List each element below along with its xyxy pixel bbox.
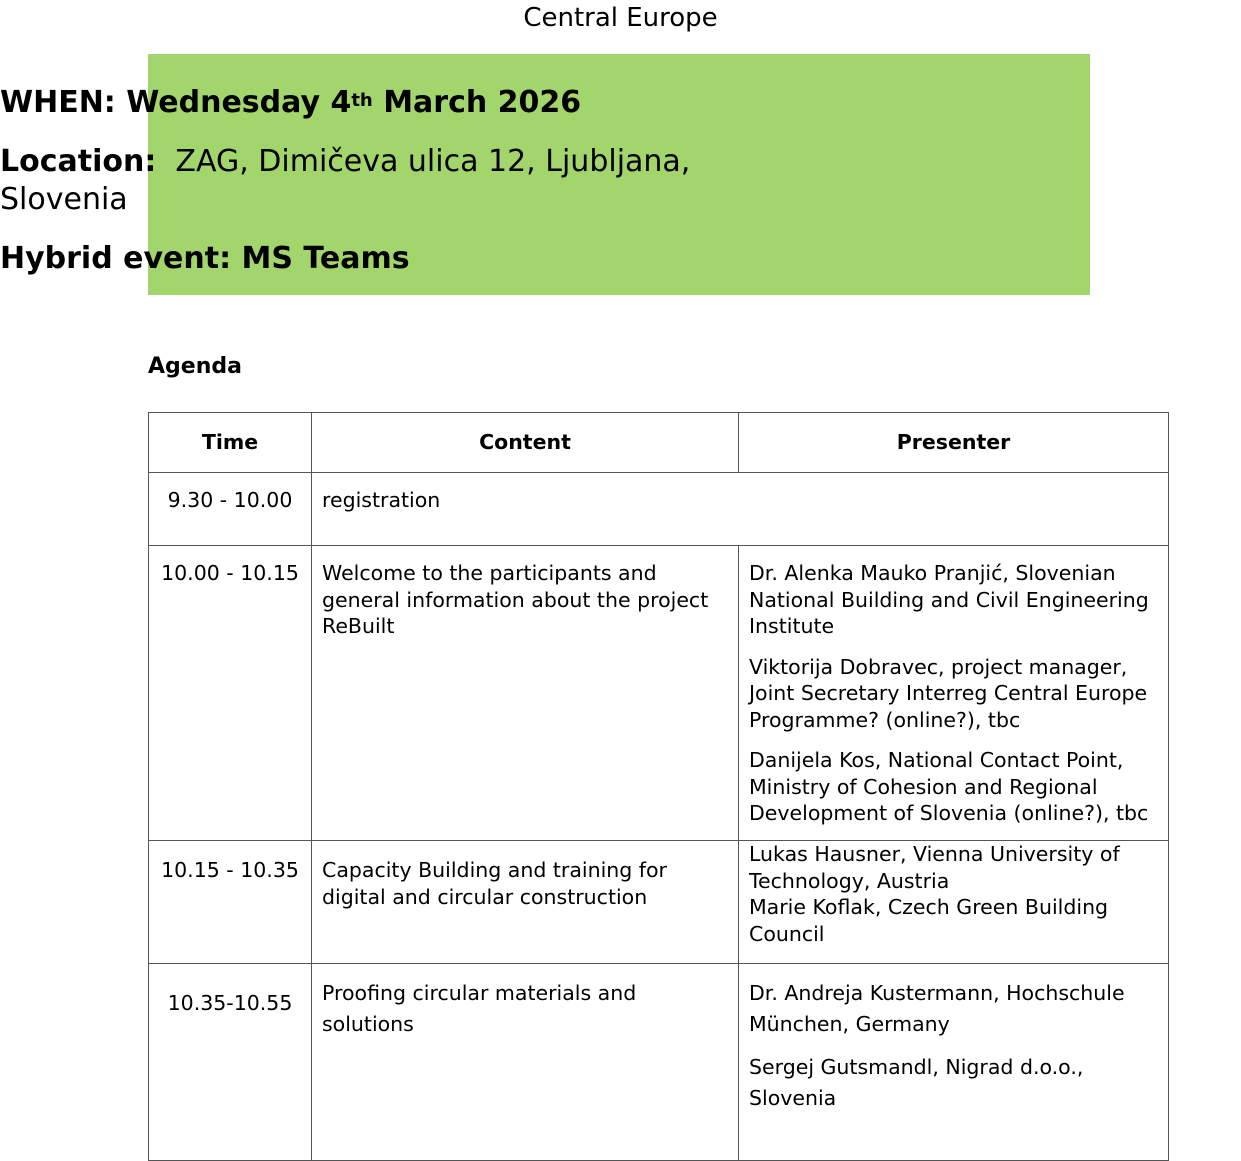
event-when-prefix: WHEN: Wednesday 4: [0, 85, 352, 120]
table-row: [149, 964, 1169, 1161]
content-line: general information about the project: [322, 587, 709, 612]
table-row: [149, 841, 1169, 964]
presenter-line: National Building and Civil Engineering: [749, 587, 1149, 612]
presenter-line: Viktorija Dobravec, project manager,: [749, 654, 1128, 679]
agenda-presenter: [739, 841, 1169, 964]
agenda-content: [312, 841, 739, 964]
agenda-content: registration: [312, 473, 1169, 546]
agenda-presenter: [739, 964, 1169, 1161]
column-header-content: Content: [312, 413, 739, 473]
presenter-line: Technology, Austria: [749, 868, 950, 893]
column-header-presenter: Presenter: [739, 413, 1169, 473]
presenter-line: Council: [749, 921, 825, 946]
agenda-table: [148, 412, 1169, 1161]
presenter-line: Danijela Kos, National Contact Point,: [749, 748, 1124, 772]
event-when-suffix: March 2026: [372, 85, 582, 120]
presenter-line: Lukas Hausner, Vienna University of: [749, 842, 1120, 866]
content-line: Capacity Building and training for: [322, 858, 667, 882]
presenter-line: Ministry of Cohesion and Regional: [749, 774, 1098, 799]
presenter-line: Sergej Gutsmandl, Nigrad d.o.o.,: [749, 1055, 1084, 1079]
event-when-sup: th: [351, 90, 373, 111]
presenter-line: Programme? (online?), tbc: [749, 707, 1021, 732]
content-line: digital and circular construction: [322, 884, 648, 909]
column-header-time: Time: [149, 413, 312, 473]
agenda-heading: Agenda: [148, 354, 242, 379]
agenda-time: 10.15 - 10.35: [149, 841, 312, 964]
presenter-entry: [749, 978, 1158, 1040]
presenter-entry: [749, 654, 1158, 734]
agenda-time: 10.35-10.55: [149, 964, 312, 1161]
presenter-line: Marie Koflak, Czech Green Building: [749, 895, 1109, 919]
presenter-entry: [749, 747, 1158, 827]
presenter-entry: [749, 560, 1158, 640]
event-when: [0, 84, 1241, 122]
location-line2: Slovenia: [0, 182, 128, 217]
agenda-content: [312, 964, 739, 1161]
presenter-line: Joint Secretary Interreg Central Europe: [749, 681, 1148, 705]
agenda-content: [312, 546, 739, 841]
presenter-line: Development of Slovenia (online?), tbc: [749, 801, 1149, 825]
agenda-presenter: [739, 546, 1169, 841]
event-hybrid: Hybrid event: MS Teams: [0, 241, 410, 276]
document-header-line: Central Europe: [523, 3, 718, 33]
content-line: Welcome to the participants and: [322, 561, 657, 585]
presenter-line: Dr. Andreja Kustermann, Hochschule: [749, 981, 1125, 1005]
agenda-time: 10.00 - 10.15: [149, 546, 312, 841]
presenter-line: Slovenia: [749, 1086, 837, 1110]
presenter-line: Institute: [749, 614, 835, 638]
event-location: [0, 143, 1241, 219]
presenter-entry: [749, 841, 1158, 947]
content-line: Proofing circular materials and: [322, 981, 637, 1005]
presenter-line: Dr. Alenka Mauko Pranjić, Slovenian: [749, 561, 1116, 585]
agenda-header-row: [149, 413, 1169, 473]
location-line1: ZAG, Dimičeva ulica 12, Ljubljana,: [175, 144, 691, 179]
table-row: [149, 473, 1169, 546]
agenda-time: 9.30 - 10.00: [149, 473, 312, 546]
table-row: [149, 546, 1169, 841]
presenter-line: München, Germany: [749, 1012, 950, 1036]
content-line: ReBuilt: [322, 614, 395, 638]
content-line: solutions: [322, 1012, 414, 1036]
location-label: Location:: [0, 144, 157, 179]
presenter-entry: [749, 1052, 1158, 1114]
